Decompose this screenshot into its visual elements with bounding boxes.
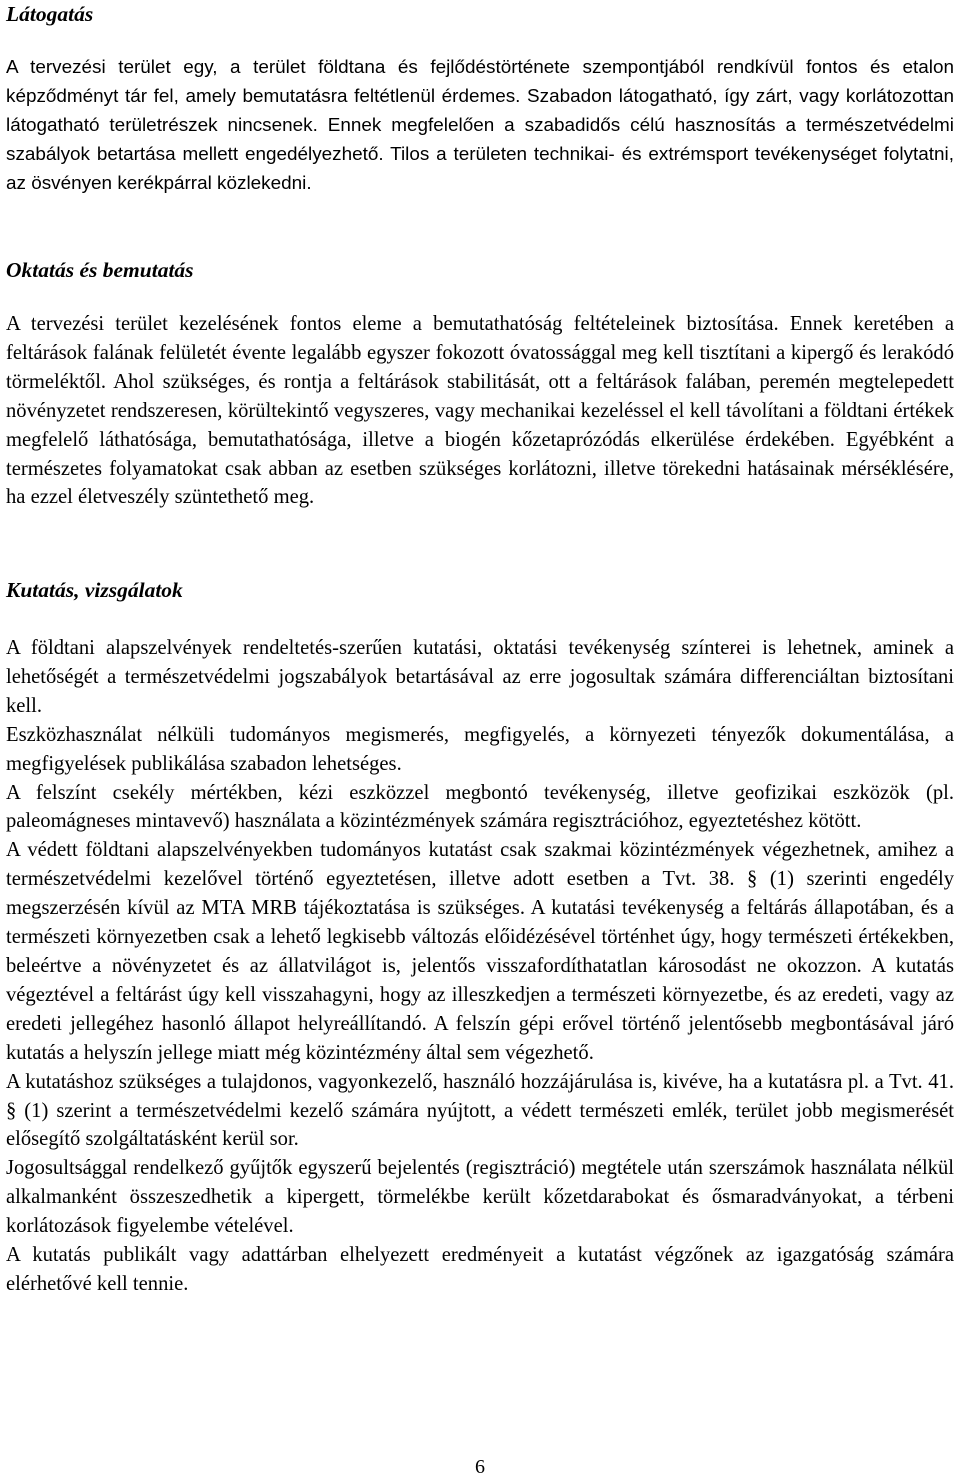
paragraph: A kutatás publikált vagy adattárban elhelyezett eredményeit a kutatást végzőnek az igazgatóság számára elérhetővé kell tennie. bbox=[6, 1244, 954, 1295]
paragraph: A földtani alapszelvények rendeltetés-szerűen kutatási, oktatási tevékenység színterei is lehetnek, aminek a lehetőségét a természetvédelmi jogszabályok betartásával az erre jogosultak számára differenciáltan biztosítani kell. bbox=[6, 637, 954, 717]
paragraph: Eszközhasználat nélküli tudományos megismerés, megfigyelés, a környezeti tényezők dokumentálása, a megfigyelések publikálása szabadon lehetséges. bbox=[6, 723, 954, 775]
section-body-kutatas bbox=[6, 634, 954, 1299]
section-body-latogatas bbox=[6, 54, 954, 199]
paragraph: A felszínt csekély mértékben, kézi eszközzel megbontó tevékenység, illetve geofizikai eszközök (pl. paleomágneses mintavevő) használata a közintézmények számára regisztrációhoz, egyeztetéshez kötött. bbox=[6, 781, 954, 833]
section-heading-oktatas: Oktatás és bemutatás bbox=[6, 258, 194, 282]
paragraph: A tervezési terület kezelésének fontos eleme a bemutathatóság feltételeinek biztosítása. Ennek keretében a feltárások falának felületét évente legalább egyszer fokozott óvatossággal meg kell tisztítani a kipergő és lerakódó törmeléktől. Ahol szükséges, és rontja a feltárások stabilitását, ott a feltárások falában, peremén megtelepedett növényzetet rendszeresen, körültekintő vegyszeres, vagy mechanikai kezeléssel el kell távolítani a földtani értékek megfelelő láthatósága, bemutathatósága, illetve a biogén kőzetaprózódás elkerülése érdekében. Egyébként a természetes folyamatokat csak abban az esetben szükséges korlátozni, illetve törekedni hatásainak mérséklésére, ha ezzel életveszély szüntethető meg. bbox=[6, 313, 954, 509]
section-kutatas bbox=[6, 576, 954, 1295]
paragraph: A tervezési terület egy, a terület földtana és fejlődéstörténete szempontjából rendkívül fontos és etalon képződményt tár fel, amely bemutatásra feltétlenül érdemes. Szabadon látogatható, így zárt, vagy korlátozottan látogatható területrészek nincsenek. Ennek megfelelően a szabadidős célú hasznosítás a természetvédelmi szabályok betartása mellett engedélyezhető. Tilos a területen technikai- és extrémsport tevékenységet folytatni, az ösvényen kerékpárral közlekedni. bbox=[6, 57, 954, 194]
section-heading-kutatas: Kutatás, vizsgálatok bbox=[6, 578, 183, 602]
page-number: 6 bbox=[475, 1456, 485, 1478]
paragraph: Jogosultsággal rendelkező gyűjtők egyszerű bejelentés (regisztráció) megtétele után szerszámok használata nélkül alkalmanként összeszedhetik a kipergett, törmelékbe került kőzetdarabokat és ősmaradványokat, a térbeni korlátozások figyelembe vételével. bbox=[6, 1157, 954, 1238]
section-heading-latogatas: Látogatás bbox=[6, 2, 94, 26]
paragraph: A kutatáshoz szükséges a tulajdonos, vagyonkezelő, használó hozzájárulása is, kivéve, ha a kutatásra pl. a Tvt. 41. § (1) szerint a természetvédelmi kezelő számára nyújtott, a védett természeti emlék, terület jobb megismerését elősegítő szolgáltatásként kerül sor. bbox=[6, 1070, 954, 1151]
section-oktatas bbox=[6, 256, 954, 509]
section-body-oktatas bbox=[6, 310, 954, 512]
paragraph: A védett földtani alapszelvényekben tudományos kutatást csak szakmai közintézmények végezhetnek, amihez a természetvédelmi kezelővel történő egyeztetésen, illetve adott esetben a Tvt. 38. § (1) szerinti engedély megszerzésén kívül az MTA MRB tájékoztatása is szükséges. A kutatási tevékenység a feltárás állapotában, és a természeti környezetben csak a lehető legkisebb változás előidézésével történhet úgy, hogy természeti értékekben, beleértve a növényzetet és az állatvilágot is, jelentős visszafordíthatatlan károsodást ne okozzon. A kutatás végeztével a feltárást úgy kell visszahagyni, hogy az illeszkedjen a természeti környezetbe, és az eredeti, vagy az eredeti jellegéhez hasonló állapot helyreállítandó. A felszín gépi erővel történő jelentősebb megbontásával járó kutatás a helyszín jellege miatt még közintézmény által sem végezhető. bbox=[6, 839, 954, 1064]
